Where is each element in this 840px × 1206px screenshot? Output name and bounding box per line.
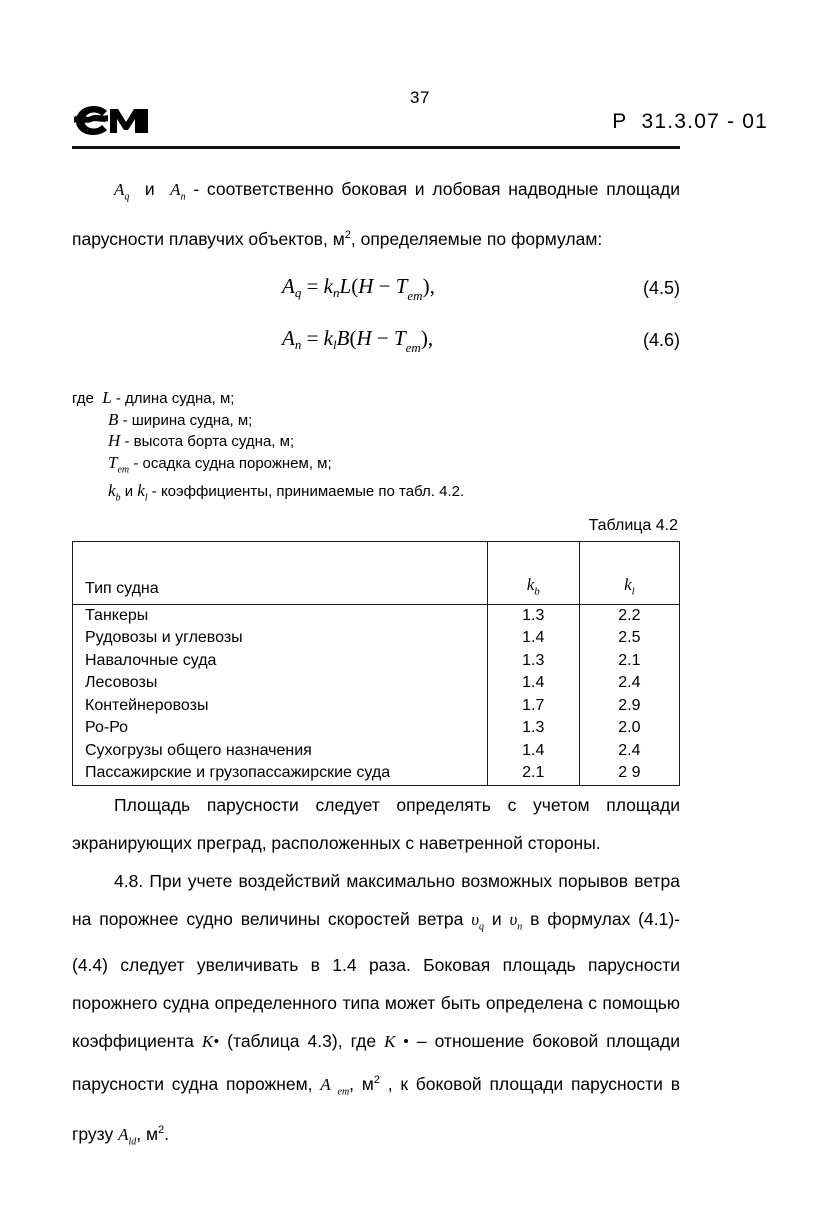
table-body	[73, 604, 680, 785]
cell-kl: 2.0	[579, 717, 679, 740]
table-row	[73, 762, 680, 785]
cell-ship-type: Ро-Ро	[73, 717, 488, 740]
page-number: 37	[410, 88, 430, 107]
cell-kl: 2.5	[579, 627, 679, 650]
column-header-ship-type: Тип судна	[73, 541, 488, 604]
cell-kl: 2.4	[579, 672, 679, 695]
paragraph-sail-area: Площадь парусности следует определять с учетом площади экранирующих преград, расположенных с наветренной стороны.	[72, 794, 680, 853]
symbol-a-q: $A_q$	[114, 180, 130, 203]
symbol-a-n: $A_n$	[170, 180, 186, 203]
intro-conjunction: и	[144, 179, 155, 199]
formula-4-6-number: (4.6)	[642, 330, 680, 351]
definition-text-kb-kl: - коэффициенты, принимаемые по табл. 4.2.	[151, 482, 465, 500]
cell-ship-type: Рудовозы и углевозы	[73, 627, 488, 650]
cell-kl: 2.9	[579, 695, 679, 718]
formula-row-4-5	[72, 274, 680, 326]
symbol-v-q: $\upsilon_q$	[471, 909, 484, 932]
paragraph-4-8-part-7: , к боковой площади парусности в грузу	[72, 1073, 680, 1144]
symbol-a-ld: $A_{ld}$	[118, 1124, 137, 1148]
cell-ship-type: Танкеры	[73, 604, 488, 627]
intro-text-1: - соответственно боковая и лобовая надводные площади парусности плавучих объектов, м	[72, 179, 680, 250]
definition-symbol-kl: $k_l$	[137, 480, 148, 503]
paragraph-4-8-part-6: , м	[349, 1073, 374, 1094]
symbol-k-star-2: K •	[384, 1031, 409, 1051]
definition-text-l: - длина судна, м;	[115, 390, 235, 408]
table-row	[73, 672, 680, 695]
cell-kb: 1.4	[487, 672, 579, 695]
formula-block	[72, 274, 680, 378]
table-row	[73, 695, 680, 718]
cell-kb: 2.1	[487, 762, 579, 785]
cell-ship-type: Навалочные суда	[73, 650, 488, 673]
paragraph-4-8-part-4: (таблица 4.3), где	[219, 1030, 385, 1051]
cell-kl: 2.2	[579, 604, 679, 627]
paragraph-4-8-sup-2b: 2	[158, 1124, 165, 1137]
paragraph-4-8-part-5: – отношение боковой площади парусности судна порожнем,	[72, 1030, 680, 1094]
table-row	[73, 717, 680, 740]
table-row	[73, 650, 680, 673]
cell-ship-type: Лесовозы	[73, 672, 488, 695]
formula-4-5-expression: $Aq = knL(H - T_{em})$,	[282, 274, 435, 304]
definition-symbol-b: B	[108, 409, 119, 429]
paragraph-4-8-part-1: 4.8. При учете воздействий максимально возможных порывов ветра на порожнее судно величины скоростей ветра	[72, 870, 680, 929]
table-row	[73, 627, 680, 650]
symbol-v-n: $\upsilon_n$	[509, 909, 523, 932]
paragraph-4-8	[72, 862, 680, 1162]
cell-kb: 1.3	[487, 650, 579, 673]
intro-text-2: , определяемые по формулам:	[350, 229, 603, 250]
paragraph-4-8-part-8: , м	[136, 1123, 159, 1144]
definition-text-h: - высота борта судна, м;	[124, 433, 295, 451]
cell-kl: 2 9	[579, 762, 679, 785]
formula-4-5-number: (4.5)	[642, 278, 680, 299]
cell-kb: 1.4	[487, 627, 579, 650]
ship-coefficients-table	[72, 541, 680, 786]
cell-kb: 1.3	[487, 604, 579, 627]
symbol-a-em: A $_{em}$	[320, 1074, 350, 1098]
definition-symbol-l: L	[102, 388, 112, 408]
table-row	[73, 740, 680, 763]
cell-kb: 1.7	[487, 695, 579, 718]
cell-ship-type: Контейнеровозы	[73, 695, 488, 718]
definition-line-tem	[72, 453, 680, 481]
table-header-row	[73, 541, 680, 604]
page-content	[72, 170, 680, 1161]
definition-joiner: и	[124, 482, 134, 500]
intro-paragraph	[72, 170, 680, 258]
definition-text-tem: - осадка судна порожнем, м;	[133, 454, 332, 472]
paragraph-4-8-part-9: .	[164, 1123, 170, 1144]
formula-4-6-expression: $An = klB(H - T_{em})$,	[282, 326, 434, 356]
paragraph-4-8-sup-2: 2	[373, 1073, 380, 1086]
table-row	[73, 604, 680, 627]
paragraph-4-8-part-3: в формулах (4.1)-(4.4) следует увеличивать в 1.4 раза. Боковая площадь парусности порожнего судна определенного типа может быть определена с помощью коэффициента	[72, 908, 680, 1051]
column-header-kl-symbol: $k_l$	[624, 575, 635, 598]
definition-symbol-h: H	[108, 431, 121, 451]
definition-line-h	[72, 431, 680, 453]
intro-superscript: 2	[344, 229, 351, 242]
cell-ship-type: Пассажирские и грузопассажирские суда	[73, 762, 488, 785]
cell-kb: 1.4	[487, 740, 579, 763]
page-header	[0, 0, 840, 150]
symbol-k-star: K•	[201, 1031, 220, 1051]
definition-symbol-tem: $T_{em}$	[108, 452, 130, 476]
definition-line-l	[72, 388, 680, 410]
definitions-lead-word: где	[72, 390, 94, 408]
column-header-kb-symbol: $k_b$	[526, 575, 540, 598]
document-code: Р 31.3.07 - 01	[612, 110, 768, 133]
cell-kl: 2.4	[579, 740, 679, 763]
definition-text-b: - ширина судна, м;	[122, 411, 253, 429]
table-head	[73, 541, 680, 604]
cell-kl: 2.1	[579, 650, 679, 673]
cell-kb: 1.3	[487, 717, 579, 740]
cell-ship-type: Сухогрузы общего назначения	[73, 740, 488, 763]
table-caption: Таблица 4.2	[588, 516, 678, 534]
header-divider-rule	[72, 146, 680, 149]
column-header-kl	[579, 541, 679, 604]
column-header-kb	[487, 541, 579, 604]
formula-row-4-6	[72, 326, 680, 378]
definition-line-b	[72, 410, 680, 432]
symbol-definitions-list	[72, 388, 680, 508]
definition-symbol-kb: $k_b$	[108, 480, 121, 503]
definition-line-kb-kl	[72, 481, 680, 509]
paragraph-4-8-part-2: и	[484, 908, 510, 929]
